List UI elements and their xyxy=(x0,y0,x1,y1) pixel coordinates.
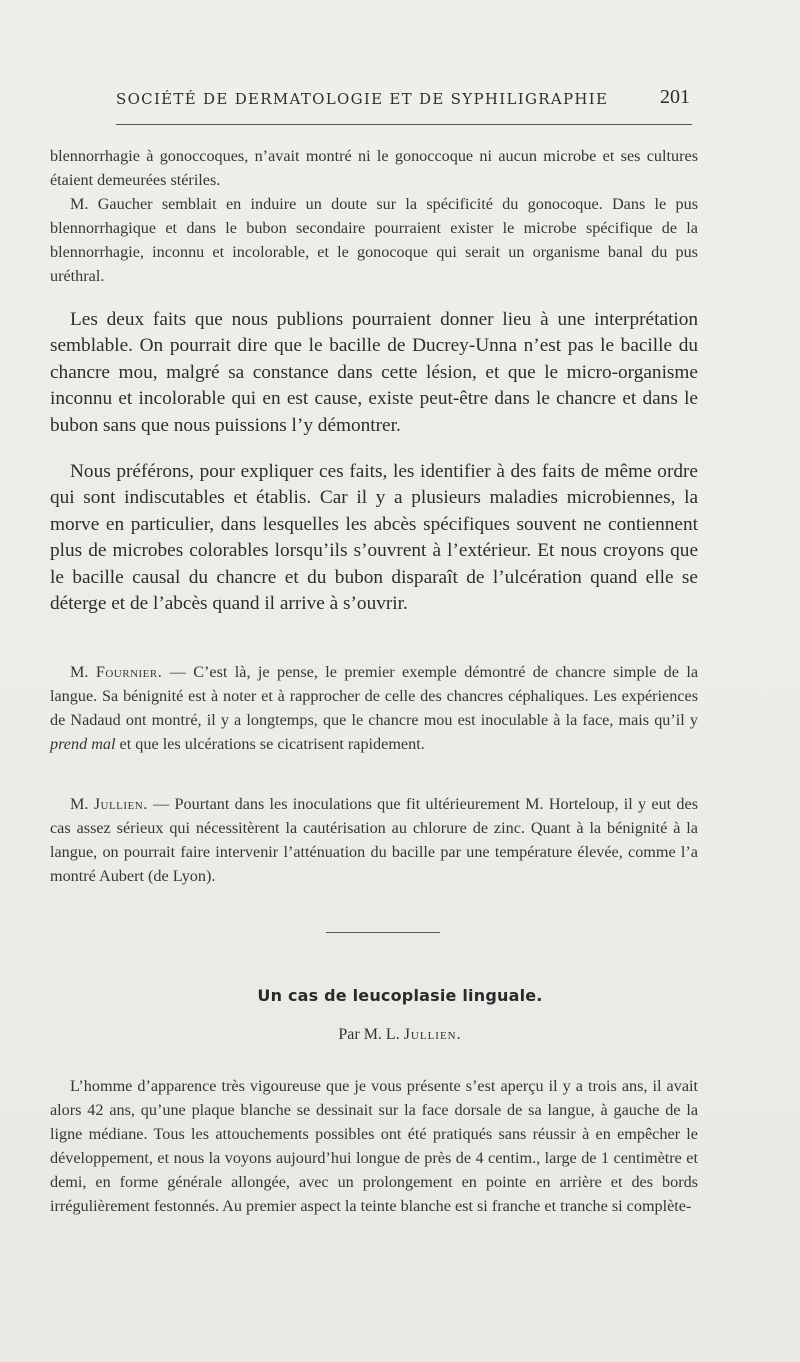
article-byline xyxy=(0,1026,800,1044)
italic-phrase: prend mal xyxy=(50,735,116,753)
paragraph-nous-preferons: Nous préférons, pour expliquer ces faits, les identifier à des faits de même ordre qui sont indiscutables et établis. Car il y a plusieurs maladies microbiennes, la morve en particulier, dans lesquelles les abcès spécifiques souvent ne contiennent plus de microbes colorables lorsqu’ils s’ouvrent à l’extérieur. Et nous croyons que le bacille causal du chancre et du bubon disparaît de l’ulcération quand elle se déterge et de l’abcès quand il arrive à s’ouvrir. xyxy=(50,461,698,615)
paragraph-fournier xyxy=(50,660,698,756)
paragraph-deux-faits: Les deux faits que nous publions pourraient donner lieu à une interprétation semblable. On pourrait dire que le bacille de Ducrey-Unna n’est pas le bacille du chancre mou, malgré sa constance dans cette lésion, et que le micro-organisme inconnu et incolorable qui en est cause, existe peut-être dans le chancre et dans le bubon sans que nous puissions l’y démontrer. xyxy=(50,309,698,436)
page-number: 201 xyxy=(660,86,690,108)
speaker-name: Jullien. xyxy=(93,795,148,813)
byline-prefix: Par M. L. xyxy=(338,1026,400,1043)
section-divider xyxy=(326,932,440,933)
running-title: SOCIÉTÉ DE DERMATOLOGIE ET DE SYPHILIGRAPHIE xyxy=(116,90,609,108)
byline-author: Jullien. xyxy=(403,1026,462,1043)
paragraph-leucoplasie: L’homme d’apparence très vigoureuse que je vous présente s’est aperçu il y a trois ans, il avait alors 42 ans, qu’une plaque blanche se dessinait sur la face dorsale de sa langue, à gauche de la ligne médiane. Tous les attouchements possibles ont été pratiqués sans réussir à en empêcher le développement, et nous la voyons aujourd’hui longue de près de 4 centim., large de 1 centimètre et demi, en forme générale allongée, avec un prolongement en pointe en arrière et des bords irrégulièrement festonnés. Au premier aspect la teinte blanche est si franche et tranche si complète- xyxy=(50,1077,698,1215)
paragraph-gaucher: M. Gaucher semblait en induire un doute sur la spécificité du gonocoque. Dans le pus blennorrhagique et dans le bubon secondaire pourraient exister le microbe spécifique de la blennorrhagie, inconnu et incolorable, et le gonocoque qui serait un organisme banal du pus uréthral. xyxy=(50,195,698,285)
article-title: Un cas de leucoplasie linguale. xyxy=(257,986,543,1005)
page-header xyxy=(116,86,692,116)
paragraph-continuation: blennorrhagie à gonoccoques, n’avait montré ni le gonoccoque ni aucun microbe et ses cultures étaient demeurées stériles. xyxy=(50,147,698,189)
speaker-prefix: M. xyxy=(70,663,89,681)
paragraph-jullien xyxy=(50,792,698,888)
header-rule xyxy=(116,124,692,125)
speaker-name: Fournier. xyxy=(95,663,163,681)
paragraph-text: — Pourtant dans les inoculations que fit ultérieurement M. Horteloup, il y eut des cas assez sérieux qui nécessitèrent la cautérisation au chlorure de zinc. Quant à la bénignité à la langue, on pourrait faire intervenir l’atténuation du bacille par une température élevée, comme l’a montré Aubert (de Lyon). xyxy=(50,795,699,885)
paragraph-text-end: et que les ulcérations se cicatrisent rapidement. xyxy=(119,735,425,753)
speaker-prefix: M. xyxy=(70,795,89,813)
paragraph-text: — C’est là, je pense, le premier exemple démontré de chancre simple de la langue. Sa bénignité est à noter et à rapprocher de celle des chancres céphaliques. Les expériences de Nadaud ont montré, il y a longtemps, que le chancre mou est inoculable à la face, mais qu’il y xyxy=(50,663,699,729)
